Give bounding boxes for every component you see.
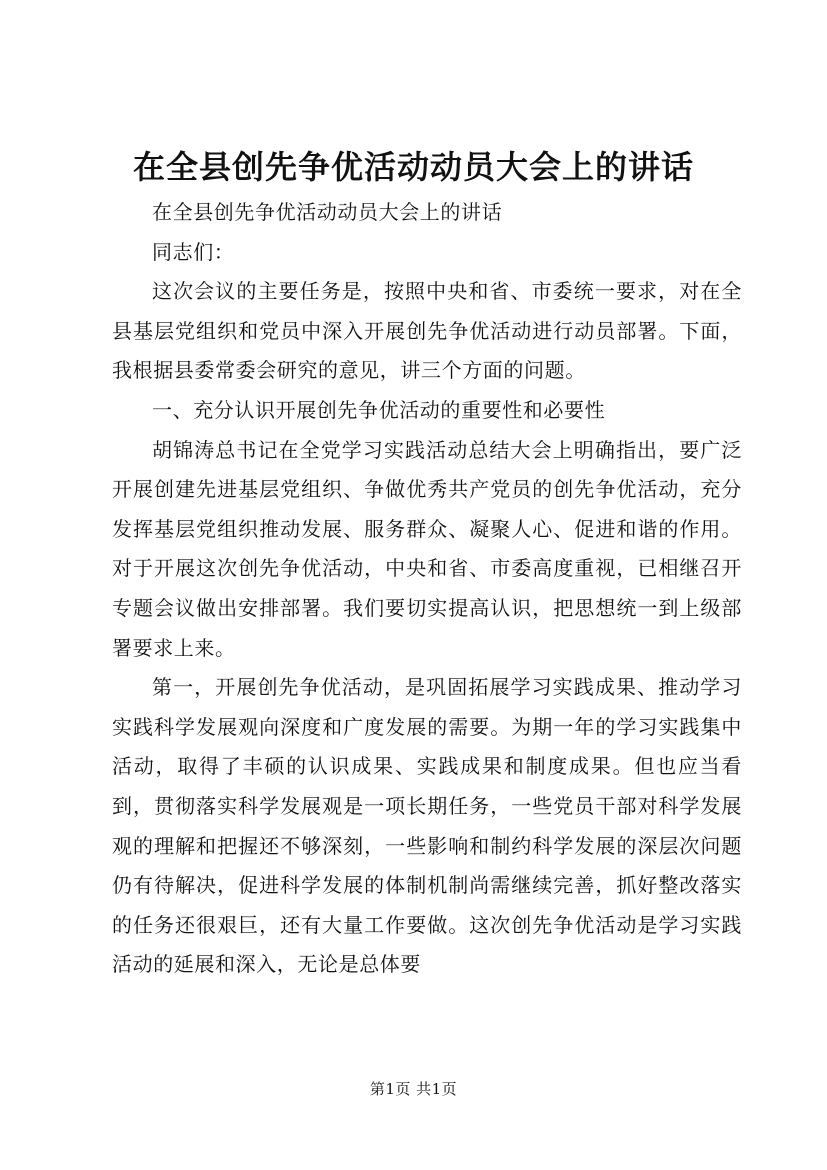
page-number-footer: 第1页 共1页 bbox=[369, 1080, 458, 1098]
body-paragraph: 第一，开展创先争优活动，是巩固拓展学习实践成果、推动学习实践科学发展观向深度和广度发展的需要。为期一年的学习实践集中活动，取得了丰硕的认识成果、实践成果和制度成果。但也应当看到，贯彻落实科学发展观是一项长期任务，一些党员干部对科学发展观的理解和把握还不够深刻，一些影响和制约科学发展的深层次问题仍有待解决，促进科学发展的体制机制尚需继续完善，抓好整改落实的任务还很艰巨，还有大量工作要做。这次创先争优活动是学习实践活动的延展和深入，无论是总体要 bbox=[112, 675, 742, 977]
document-body bbox=[112, 193, 742, 985]
body-paragraph: 这次会议的主要任务是，按照中央和省、市委统一要求，对在全县基层党组织和党员中深入开展创先争优活动进行动员部署。下面，我根据县委常委会研究的意见，讲三个方面的问题。 bbox=[112, 279, 742, 383]
section-heading: 一、充分认识开展创先争优活动的重要性和必要性 bbox=[152, 397, 606, 422]
subtitle-paragraph: 在全县创先争优活动动员大会上的讲话 bbox=[152, 200, 503, 224]
body-paragraph: 胡锦涛总书记在全党学习实践活动总结大会上明确指出，要广泛开展创建先进基层党组织、争做优秀共产党员的创先争优活动，充分发挥基层党组织推动发展、服务群众、凝聚人心、促进和谐的作用。对于开展这次创先争优活动，中央和省、市委高度重视，已相继召开专题会议做出安排部署。我们要切实提高认识，把思想统一到上级部署要求上来。 bbox=[112, 437, 742, 660]
salutation-paragraph: 同志们： bbox=[152, 239, 235, 264]
document-title: 在全县创先争优活动动员大会上的讲话 bbox=[132, 148, 694, 186]
